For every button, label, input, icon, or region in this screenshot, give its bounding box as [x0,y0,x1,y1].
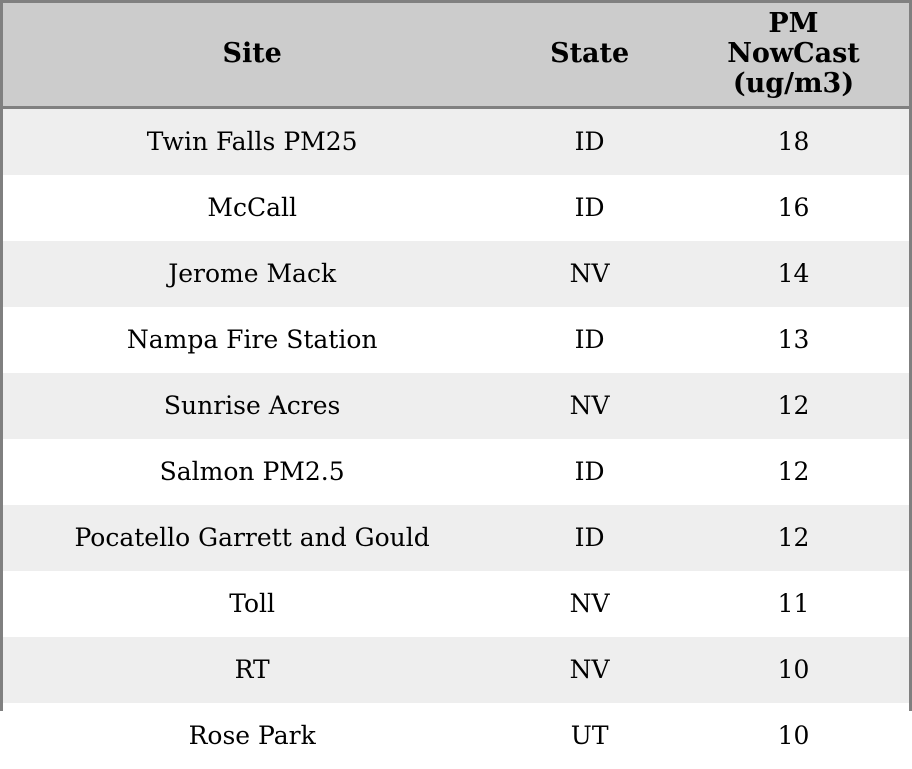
cell-value: 12 [678,373,909,439]
column-header-pm-nowcast-line-3: (ug/m3) [732,68,855,100]
cell-value: 18 [678,107,909,175]
table-body [3,107,909,769]
cell-state: NV [501,373,678,439]
cell-site: Jerome Mack [3,241,501,307]
cell-site: Pocatello Garrett and Gould [3,505,501,571]
column-header-pm-nowcast-line-2: NowCast [727,38,860,70]
column-header-pm-nowcast-line-1: PM [768,8,819,39]
cell-site: RT [3,637,501,703]
table-row [3,175,909,241]
column-header-state [501,3,678,107]
cell-site: McCall [3,175,501,241]
table-row [3,439,909,505]
cell-site: Rose Park [3,703,501,769]
cell-state: ID [501,175,678,241]
cell-state: NV [501,571,678,637]
cell-value: 12 [678,505,909,571]
cell-value: 12 [678,439,909,505]
cell-state: ID [501,505,678,571]
table-row [3,571,909,637]
cell-value: 14 [678,241,909,307]
table-row [3,307,909,373]
cell-state: NV [501,241,678,307]
cell-value: 13 [678,307,909,373]
cell-state: NV [501,637,678,703]
cell-site: Twin Falls PM25 [3,107,501,175]
column-header-site [3,3,501,107]
table-row [3,637,909,703]
table-row [3,505,909,571]
table-row [3,107,909,175]
cell-state: ID [501,439,678,505]
cell-site: Salmon PM2.5 [3,439,501,505]
pm-nowcast-table [3,3,909,769]
table-row [3,373,909,439]
cell-value: 10 [678,637,909,703]
cell-value: 10 [678,703,909,769]
column-header-pm-nowcast [678,3,909,107]
cell-state: ID [501,307,678,373]
cell-value: 16 [678,175,909,241]
cell-site: Toll [3,571,501,637]
cell-site: Nampa Fire Station [3,307,501,373]
table-header [3,3,909,107]
cell-value: 11 [678,571,909,637]
column-header-site-line-1: Site [222,38,282,70]
column-header-state-line-1: State [550,38,630,70]
cell-site: Sunrise Acres [3,373,501,439]
cell-state: ID [501,107,678,175]
table-row [3,703,909,769]
cell-state: UT [501,703,678,769]
table-row [3,241,909,307]
table-header-row [3,3,909,107]
